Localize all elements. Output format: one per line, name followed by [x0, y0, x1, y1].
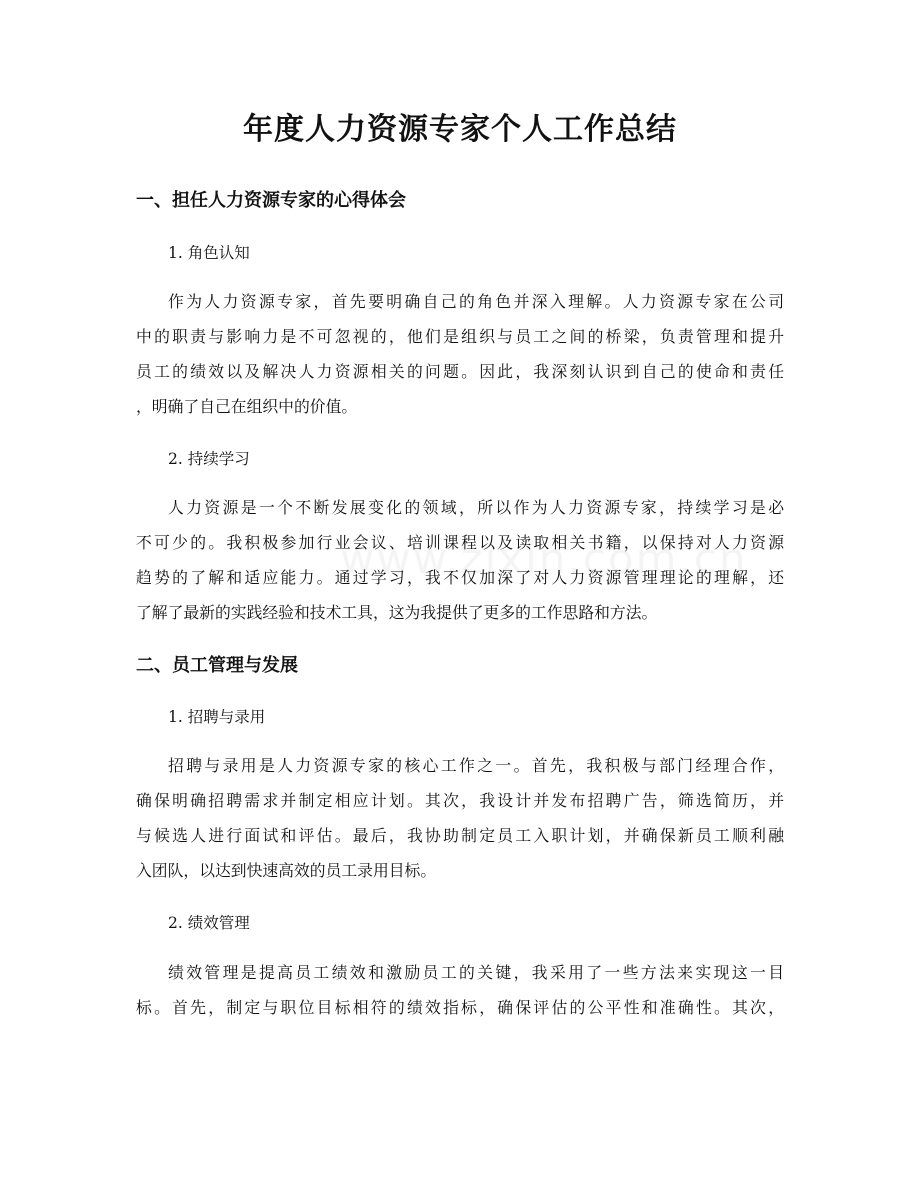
paragraph-line: ，明确了自己在组织中的价值。	[136, 397, 358, 416]
paragraph-line: 入团队，以达到快速高效的员工录用目标。	[136, 861, 437, 880]
paragraph-line: 与候选人进行面试和评估。最后，我协助制定员工入职计划，并确保新员工顺利融	[136, 826, 784, 845]
paragraph-continuous-learning	[136, 490, 784, 630]
section-heading-2: 二、员工管理与发展	[136, 655, 298, 676]
paragraph-recruitment	[136, 748, 784, 888]
paragraph-line: 了解了最新的实践经验和技术工具，这为我提供了更多的工作思路和方法。	[136, 603, 658, 622]
paragraph-role-awareness	[136, 284, 784, 424]
paragraph-line: 标。首先，制定与职位目标相符的绩效指标，确保评估的公平性和准确性。其次，	[136, 998, 784, 1017]
section-heading-1: 一、担任人力资源专家的心得体会	[136, 190, 406, 211]
subheading-performance-management: 2. 绩效管理	[168, 914, 250, 932]
subheading-recruitment: 1. 招聘与录用	[168, 708, 266, 726]
paragraph-line: 中的职责与影响力是不可忽视的，他们是组织与员工之间的桥梁，负责管理和提升	[136, 327, 784, 346]
paragraph-line: 员工的绩效以及解决人力资源相关的问题。因此，我深刻认识到自己的使命和责任	[136, 362, 784, 381]
paragraph-line: 绩效管理是提高员工绩效和激励员工的关键，我采用了一些方法来实现这一目	[168, 963, 784, 982]
paragraph-line: 趋势的了解和适应能力。通过学习，我不仅加深了对人力资源管理理论的理解，还	[136, 568, 784, 587]
subheading-continuous-learning: 2. 持续学习	[168, 450, 250, 468]
paragraph-performance-management	[136, 955, 784, 1025]
paragraph-line: 人力资源是一个不断发展变化的领域，所以作为人力资源专家，持续学习是必	[168, 498, 784, 517]
paragraph-line: 不可少的。我积极参加行业会议、培训课程以及读取相关书籍，以保持对人力资源	[136, 533, 784, 552]
document-title: 年度人力资源专家个人工作总结	[243, 112, 677, 147]
paragraph-line: 作为人力资源专家，首先要明确自己的角色并深入理解。人力资源专家在公司	[168, 292, 784, 311]
paragraph-line: 招聘与录用是人力资源专家的核心工作之一。首先，我积极与部门经理合作，	[168, 756, 784, 775]
paragraph-line: 确保明确招聘需求并制定相应计划。其次，我设计并发布招聘广告，筛选简历，并	[136, 791, 784, 810]
subheading-role-awareness: 1. 角色认知	[168, 244, 250, 262]
